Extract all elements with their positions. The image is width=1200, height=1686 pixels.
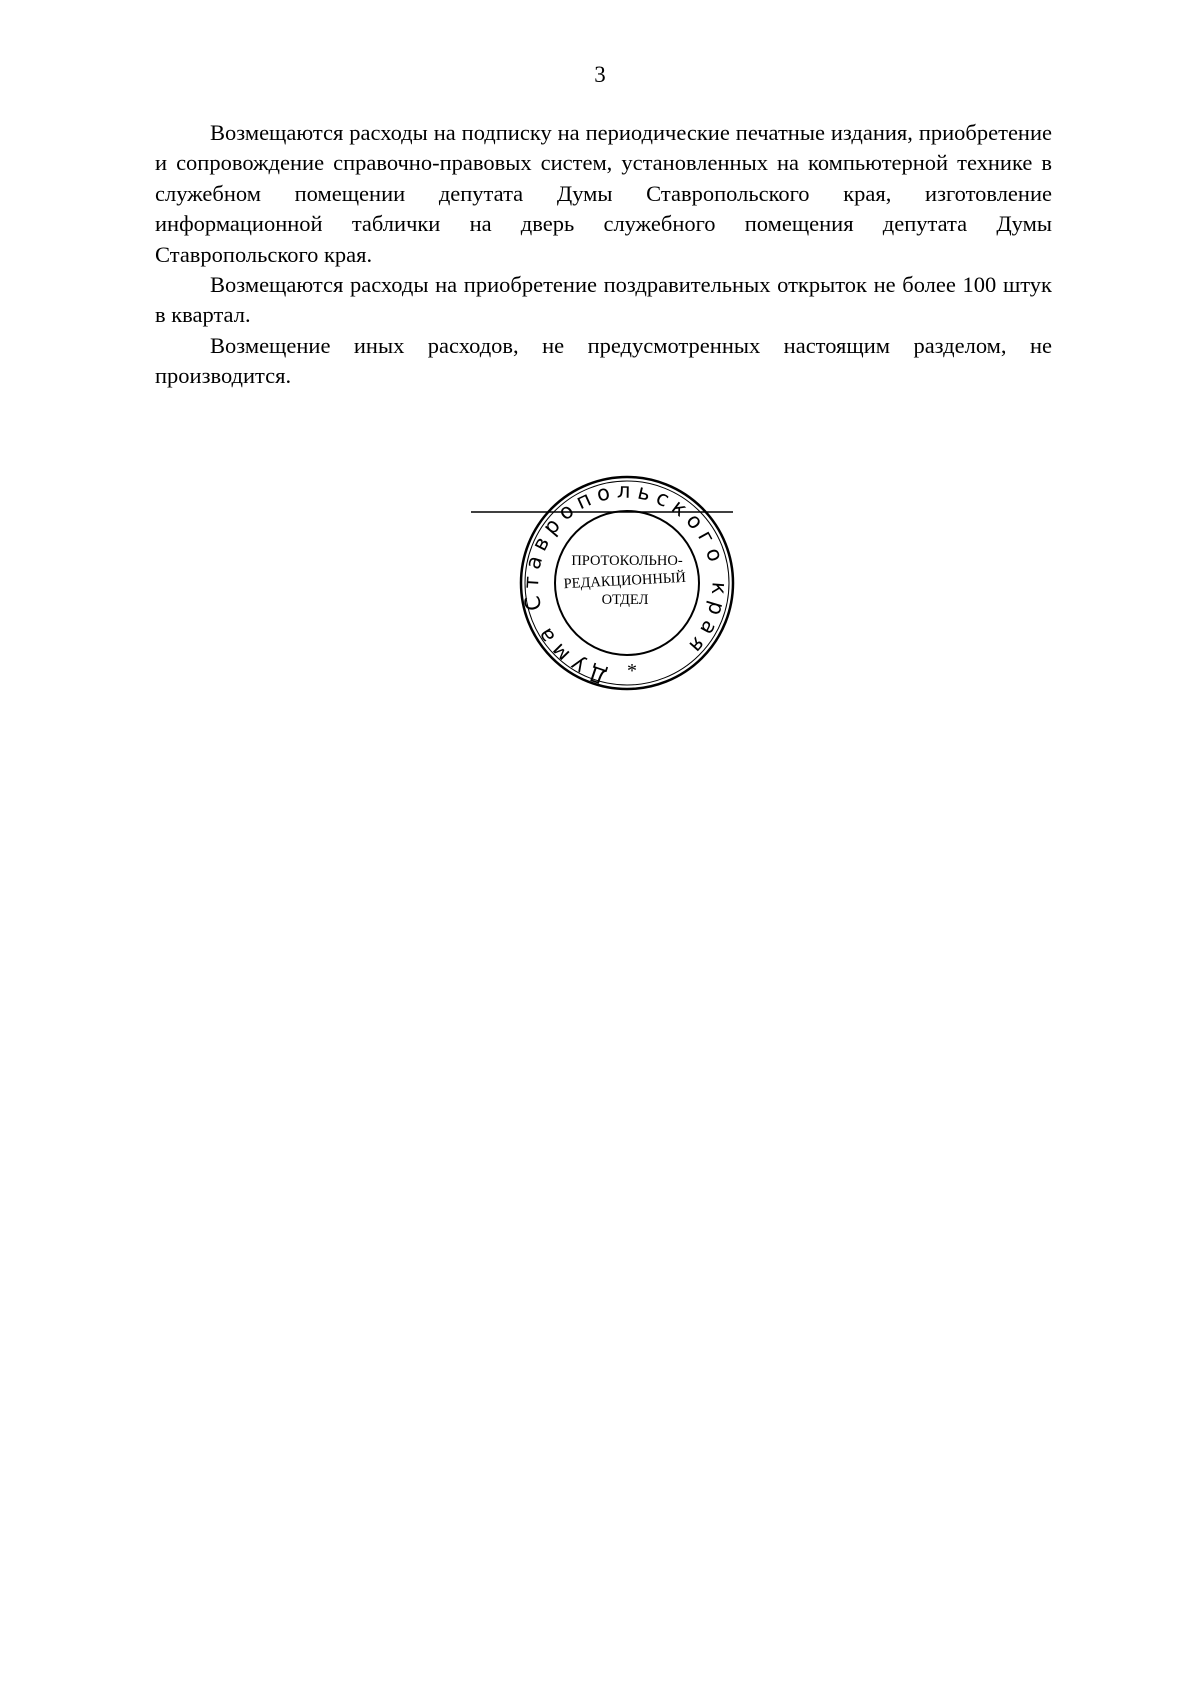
stamp-ring-text: Дума Ставропольского края: [518, 478, 732, 689]
paragraph-reimbursement-cards: Возмещаются расходы на приобретение поздравительных открыток не более 100 штук в квартал.: [155, 272, 1052, 328]
page-number: 3: [594, 62, 606, 87]
stamp-star: *: [627, 660, 637, 682]
paragraph-no-other-reimbursement: Возмещение иных расходов, не предусмотренных настоящим разделом, не производится.: [155, 332, 1052, 389]
document-body: [155, 118, 1052, 392]
paragraph-reimbursement-subscriptions: Возмещаются расходы на подписку на периодические печатные издания, приобретение и сопровождение справочно-правовых систем, установленных на компьютерной технике в служебном помещении депутата Думы Ставропольского края, изготовление информационной таблички на дверь служебного помещения депутата Думы Ставропольского края.: [155, 120, 1052, 267]
stamp-center-line-3: ОТДЕЛ: [601, 592, 649, 608]
stamp-center-line-2: РЕДАКЦИОННЫЙ: [563, 569, 687, 593]
stamp-center-line-1: ПРОТОКОЛЬНО-: [571, 553, 683, 569]
official-stamp: [467, 470, 747, 700]
